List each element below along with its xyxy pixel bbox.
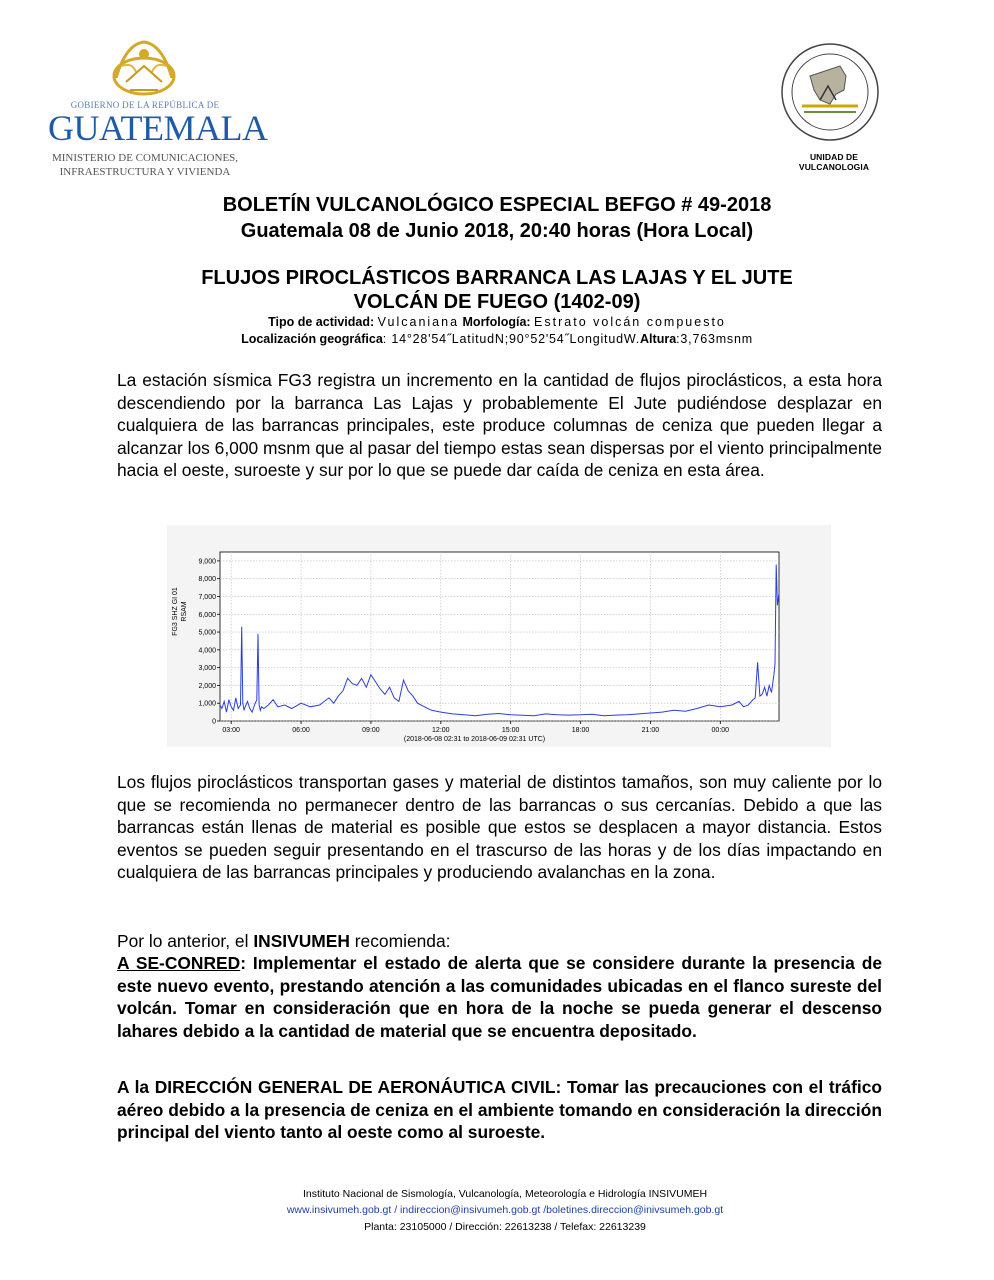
recommendation-org: INSIVUMEH [253,931,350,951]
location-label: Localización geográfica [241,332,383,346]
y-tick-label: 1,000 [198,700,216,708]
bulletin-title: BOLETÍN VULCANOLÓGICO ESPECIAL BEFGO # 49-2018 [222,194,772,216]
bulletin-date: Guatemala 08 de Junio 2018, 20:40 horas (Hora Local) [240,220,754,242]
footer-institution: Instituto Nacional de Sismología, Vulcanología, Meteorología e Hidrología INSIVUMEH [302,1188,708,1200]
insivumeh-logo [778,40,890,172]
activity-line [0,314,994,331]
government-logo [48,36,268,186]
ministry-line-1: MINISTERIO DE COMUNICACIONES, [51,152,239,164]
ministry-line-2: INFRAESTRUCTURA Y VIVIENDA [59,166,231,178]
footer-phones: Planta: 23105000 / Dirección: 22613238 / Telefax: 22613239 [364,1221,646,1233]
conred-text: : Implementar el estado de alerta que se considere durante la presencia de este nuevo evento, prestando atención a las comunidades ubicadas en el flanco sureste del volcán. Tomar en consideración que en hora de la noche se pueda generar el descenso lahares debido a la cantidad de material que se encuentra depositado. [117,953,882,1041]
x-tick-label: 06:00 [292,727,310,734]
insivumeh-caption: UNIDAD DE VULCANOLOGIA [798,152,870,172]
paragraph-flows: Los flujos piroclásticos transportan gases y material de distintos tamaños, son muy caliente por lo que se recomienda no permanecer dentro de las barrancas o sus cercanías. Debido a que las barrancas están llenas de material es posible que estos se desplacen a mayor distancia. Estos eventos se pueden seguir presentando en el trascurso de las horas y de los días impactando en cualquiera de las barrancas principales y produciendo avalanchas en la zona. [117,772,882,883]
coat-of-arms-icon [106,36,182,100]
y-tick-label: 9,000 [198,558,216,566]
y-tick-label: 6,000 [198,611,216,619]
gov-name: GUATEMALA [48,108,268,148]
location-line [0,331,994,348]
activity-label: Tipo de actividad: [268,315,375,329]
morphology-label: Morfología: [462,315,531,329]
x-tick-label: 15:00 [501,727,520,734]
y-tick-label: 5,000 [198,629,216,637]
altitude-label: Altura [640,332,677,346]
x-tick-label: 18:00 [571,727,590,734]
x-tick-label: 03:00 [222,727,240,734]
paragraph-recommendation-intro [117,930,882,953]
activity-value: Vulcaniana [377,315,460,329]
ministry-name [48,151,242,179]
y-axis-label: FG3 SHZ GI 01 [172,587,179,636]
insivumeh-seal-icon [780,42,880,142]
y-tick-label: 0 [212,718,216,726]
recommendation-prefix: Por lo anterior, el [117,931,254,951]
y-tick-label: 3,000 [198,665,216,673]
y-tick-label: 7,000 [198,593,216,601]
location-value: : 14°28'54˝LatitudN;90°52'54˝LongitudW. [382,332,641,346]
recommendation-suffix: recomienda: [349,931,451,951]
x-tick-label: 21:00 [641,727,660,734]
x-axis-label: (2018-06-08 02:31 to 2018-06-09 02:31 UTC) [403,736,546,743]
gov-subtitle: GOBIERNO DE LA REPÚBLICA DE [70,100,220,110]
x-tick-label: 09:00 [362,727,380,734]
plot-area [220,552,779,721]
x-tick-label: 12:00 [432,727,450,734]
event-title: FLUJOS PIROCLÁSTICOS BARRANCA LAS LAJAS Y EL JUTE [201,267,793,289]
paragraph-intro: La estación sísmica FG3 registra un incremento en la cantidad de flujos piroclásticos, a esta hora descendiendo por la barranca Las Lajas y probablemente El Jute pudiéndose desplazar en cualquiera de las barrancas principales, este produce columnas de ceniza que pueden llegar a alcanzar los 6,000 msnm que al pasar del tiempo estas sean dispersas por el viento principalmente hacia el oeste, suroeste y sur por lo que se puede dar caída de ceniza en esta área. [117,370,882,481]
rsam-chart [167,525,831,747]
paragraph-conred [117,952,882,1042]
y-axis-sublabel: RSAM [181,601,188,622]
y-tick-label: 2,000 [198,682,216,690]
paragraph-aviation: A la DIRECCIÓN GENERAL DE AERONÁUTICA CIVIL: Tomar las precauciones con el tráfico aéreo debido a la presencia de ceniza en el ambiente tomando en consideración la dirección principal del viento tanto al oeste como al suroeste. [117,1077,882,1143]
y-tick-label: 8,000 [198,576,216,584]
morphology-value: Estrato volcán compuesto [534,315,726,329]
x-tick-label: 00:00 [711,727,730,734]
altitude-value: :3,763msnm [676,332,753,346]
rsam-chart-svg [167,525,831,747]
conred-label: A SE-CONRED [117,953,241,973]
volcano-title: VOLCÁN DE FUEGO (1402-09) [353,291,641,313]
y-tick-label: 4,000 [198,647,216,655]
footer-links[interactable]: www.insivumeh.gob.gt / indireccion@insivumeh.gob.gt /boletines.direccion@inivsumeh.gob.gt [286,1204,724,1216]
